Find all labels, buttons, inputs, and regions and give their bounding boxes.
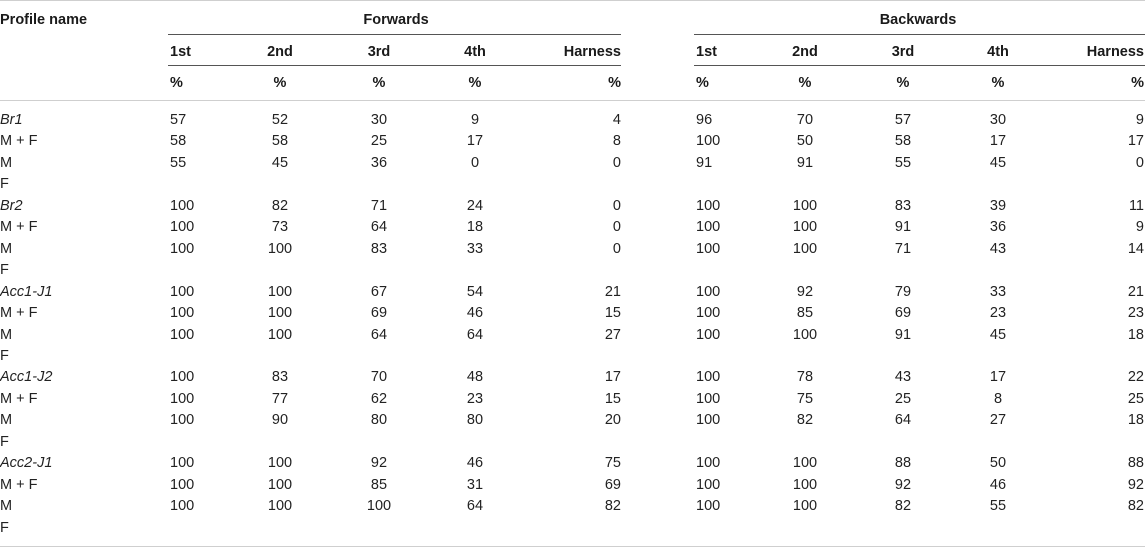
table-cell: 18 — [1127, 327, 1144, 343]
table-cell: 100 — [696, 327, 721, 343]
forwards-col-header-3: 4th — [464, 44, 486, 60]
table-cell: 25 — [1127, 391, 1144, 407]
forwards-group-rule — [168, 34, 621, 35]
backwards-group-header: Backwards — [879, 12, 957, 28]
table-cell: 88 — [894, 455, 912, 471]
table-cell: 79 — [894, 284, 912, 300]
table-cell: 100 — [792, 198, 818, 214]
table-cell: 100 — [696, 455, 721, 471]
table-cell: 82 — [1127, 498, 1144, 514]
table-cell: 100 — [267, 327, 293, 343]
table-cell: 85 — [796, 305, 814, 321]
table-cell: 100 — [170, 455, 195, 471]
table-cell: 15 — [604, 305, 621, 321]
table-cell: 82 — [796, 412, 814, 428]
table-cell: 100 — [170, 412, 195, 428]
table-cell: 100 — [696, 412, 721, 428]
row-label: F — [0, 262, 9, 278]
table-cell: 27 — [989, 412, 1007, 428]
forwards-unit-4: % — [608, 75, 621, 91]
table-cell: 11 — [1128, 198, 1144, 214]
table-cell: 100 — [267, 455, 293, 471]
table-cell: 0 — [612, 198, 621, 214]
table-cell: 8 — [993, 391, 1003, 407]
table-cell: 100 — [170, 477, 195, 493]
table-cell: 45 — [989, 155, 1007, 171]
row-label: Acc1-J1 — [0, 284, 53, 300]
row-label: M — [0, 155, 13, 171]
table-cell: 92 — [796, 284, 814, 300]
backwards-col-header-0: 1st — [696, 44, 717, 60]
table-cell: 17 — [466, 133, 484, 149]
table-cell: 50 — [989, 455, 1007, 471]
table-cell: 36 — [370, 155, 388, 171]
table-cell: 100 — [170, 327, 195, 343]
table-cell: 0 — [612, 219, 621, 235]
backwards-unit-2: % — [896, 75, 910, 91]
table-cell: 58 — [271, 133, 289, 149]
table-cell: 100 — [696, 498, 721, 514]
backwards-col-header-3: 4th — [987, 44, 1009, 60]
table-cell: 82 — [894, 498, 912, 514]
row-label: M + F — [0, 305, 38, 321]
row-label: M — [0, 498, 13, 514]
table-cell: 0 — [470, 155, 480, 171]
table-cell: 69 — [370, 305, 388, 321]
backwards-unit-4: % — [1131, 75, 1144, 91]
table-cell: 18 — [1127, 412, 1144, 428]
table-cell: 57 — [894, 112, 912, 128]
forwards-col-header-4: Harness — [563, 44, 621, 60]
table-cell: 31 — [466, 477, 484, 493]
table-cell: 92 — [370, 455, 388, 471]
backwards-unit-0: % — [696, 75, 709, 91]
table-cell: 70 — [796, 112, 814, 128]
table-cell: 100 — [696, 391, 721, 407]
table-cell: 58 — [170, 133, 187, 149]
table-cell: 100 — [170, 198, 195, 214]
table-cell: 23 — [1127, 305, 1144, 321]
row-label: F — [0, 434, 9, 450]
forwards-group-header: Forwards — [363, 12, 429, 28]
table-cell: 100 — [170, 284, 195, 300]
table-cell: 9 — [470, 112, 480, 128]
profile-name-header: Profile name — [0, 12, 88, 28]
row-label: Acc2-J1 — [0, 455, 53, 471]
table-cell: 55 — [894, 155, 912, 171]
table-cell: 0 — [612, 155, 621, 171]
table-cell: 69 — [894, 305, 912, 321]
table-cell: 100 — [170, 498, 195, 514]
table-cell: 0 — [1135, 155, 1144, 171]
table-cell: 55 — [989, 498, 1007, 514]
forwards-unit-1: % — [273, 75, 287, 91]
table-cell: 50 — [796, 133, 814, 149]
table-cell: 71 — [370, 198, 388, 214]
table-cell: 30 — [989, 112, 1007, 128]
table-cell: 64 — [466, 498, 484, 514]
table-cell: 100 — [792, 477, 818, 493]
table-cell: 73 — [271, 219, 289, 235]
table-cell: 92 — [894, 477, 912, 493]
backwards-subheader-rule — [694, 65, 1145, 66]
table-cell: 91 — [894, 219, 912, 235]
table-cell: 20 — [604, 412, 621, 428]
row-label: Br2 — [0, 198, 23, 214]
table-cell: 71 — [894, 241, 912, 257]
table-cell: 9 — [1135, 112, 1144, 128]
table-cell: 78 — [796, 369, 814, 385]
table-cell: 70 — [370, 369, 388, 385]
forwards-subheader-rule — [168, 65, 621, 66]
table-cell: 100 — [696, 198, 721, 214]
table-cell: 22 — [1127, 369, 1144, 385]
table-cell: 17 — [1127, 133, 1144, 149]
table-cell: 43 — [894, 369, 912, 385]
table-cell: 48 — [466, 369, 484, 385]
table-cell: 100 — [696, 477, 721, 493]
table-cell: 80 — [370, 412, 388, 428]
table-cell: 100 — [267, 241, 293, 257]
row-label: M — [0, 327, 13, 343]
backwards-group-rule — [694, 34, 1145, 35]
table-cell: 14 — [1127, 241, 1144, 257]
forwards-col-header-2: 3rd — [367, 44, 391, 60]
backwards-unit-1: % — [798, 75, 812, 91]
backwards-unit-3: % — [991, 75, 1005, 91]
table-cell: 24 — [466, 198, 484, 214]
table-cell: 46 — [466, 455, 484, 471]
table-cell: 100 — [696, 241, 721, 257]
table-cell: 100 — [267, 498, 293, 514]
table-cell: 64 — [894, 412, 912, 428]
table-cell: 46 — [466, 305, 484, 321]
table-cell: 25 — [370, 133, 388, 149]
table-cell: 69 — [604, 477, 621, 493]
table-cell: 62 — [370, 391, 388, 407]
table-cell: 0 — [612, 241, 621, 257]
table-cell: 23 — [989, 305, 1007, 321]
row-label: Acc1-J2 — [0, 369, 53, 385]
row-label: Br1 — [0, 112, 23, 128]
row-label: M + F — [0, 477, 38, 493]
table-cell: 4 — [612, 112, 621, 128]
forwards-unit-2: % — [372, 75, 386, 91]
table-cell: 64 — [466, 327, 484, 343]
table-cell: 25 — [894, 391, 912, 407]
table-cell: 17 — [604, 369, 621, 385]
table-cell: 77 — [271, 391, 289, 407]
table-cell: 75 — [796, 391, 814, 407]
forwards-unit-3: % — [468, 75, 482, 91]
row-label: M + F — [0, 219, 38, 235]
table-cell: 8 — [612, 133, 621, 149]
table-cell: 82 — [604, 498, 621, 514]
table-cell: 43 — [989, 241, 1007, 257]
table-cell: 64 — [370, 219, 388, 235]
row-label: F — [0, 348, 9, 364]
table-cell: 21 — [604, 284, 621, 300]
table-cell: 17 — [989, 133, 1007, 149]
table-cell: 100 — [696, 284, 721, 300]
table-cell: 33 — [989, 284, 1007, 300]
forwards-col-header-0: 1st — [170, 44, 191, 60]
table-cell: 100 — [792, 219, 818, 235]
table-cell: 23 — [466, 391, 484, 407]
table-cell: 100 — [792, 241, 818, 257]
table-cell: 100 — [170, 219, 195, 235]
table-cell: 67 — [370, 284, 388, 300]
table-cell: 15 — [604, 391, 621, 407]
table-cell: 55 — [170, 155, 187, 171]
table-cell: 46 — [989, 477, 1007, 493]
table-cell: 85 — [370, 477, 388, 493]
table-cell: 21 — [1127, 284, 1144, 300]
table-cell: 80 — [466, 412, 484, 428]
table-cell: 58 — [894, 133, 912, 149]
backwards-col-header-4: Harness — [1086, 44, 1144, 60]
table-cell: 54 — [466, 284, 484, 300]
table-cell: 36 — [989, 219, 1007, 235]
row-label: M — [0, 241, 13, 257]
table-cell: 45 — [989, 327, 1007, 343]
table-cell: 30 — [370, 112, 388, 128]
row-label: M + F — [0, 391, 38, 407]
table-cell: 100 — [366, 498, 392, 514]
table-cell: 88 — [1127, 455, 1144, 471]
top-rule — [0, 0, 1145, 1]
table-cell: 52 — [271, 112, 289, 128]
table-cell: 64 — [370, 327, 388, 343]
table-cell: 18 — [466, 219, 484, 235]
table-cell: 45 — [271, 155, 289, 171]
table-cell: 100 — [696, 369, 721, 385]
table-cell: 57 — [170, 112, 187, 128]
table-cell: 100 — [792, 327, 818, 343]
table-cell: 82 — [271, 198, 289, 214]
table-cell: 33 — [466, 241, 484, 257]
table-cell: 100 — [170, 305, 195, 321]
table-cell: 100 — [267, 284, 293, 300]
table-cell: 27 — [604, 327, 621, 343]
backwards-col-header-1: 2nd — [792, 44, 818, 60]
forwards-unit-0: % — [170, 75, 183, 91]
table-cell: 39 — [989, 198, 1007, 214]
row-label: F — [0, 520, 9, 536]
table-cell: 100 — [170, 241, 195, 257]
table-cell: 91 — [696, 155, 713, 171]
table-cell: 100 — [170, 369, 195, 385]
table-cell: 100 — [267, 477, 293, 493]
table-cell: 100 — [696, 305, 721, 321]
table-cell: 100 — [792, 455, 818, 471]
table-cell: 100 — [170, 391, 195, 407]
table-cell: 17 — [989, 369, 1007, 385]
table-cell: 75 — [604, 455, 621, 471]
header-bottom-rule — [0, 100, 1145, 101]
table-cell: 83 — [370, 241, 388, 257]
table-cell: 100 — [792, 498, 818, 514]
table-cell: 91 — [796, 155, 814, 171]
table-cell: 90 — [271, 412, 289, 428]
row-label: M + F — [0, 133, 38, 149]
table-cell: 100 — [696, 219, 721, 235]
row-label: M — [0, 412, 13, 428]
table-cell: 9 — [1135, 219, 1144, 235]
backwards-col-header-2: 3rd — [891, 44, 915, 60]
forwards-col-header-1: 2nd — [267, 44, 293, 60]
table-cell: 83 — [894, 198, 912, 214]
row-label: F — [0, 176, 9, 192]
table-cell: 92 — [1127, 477, 1144, 493]
table-cell: 83 — [271, 369, 289, 385]
table-cell: 91 — [894, 327, 912, 343]
table-cell: 100 — [267, 305, 293, 321]
table-cell: 96 — [696, 112, 713, 128]
table-cell: 100 — [696, 133, 721, 149]
